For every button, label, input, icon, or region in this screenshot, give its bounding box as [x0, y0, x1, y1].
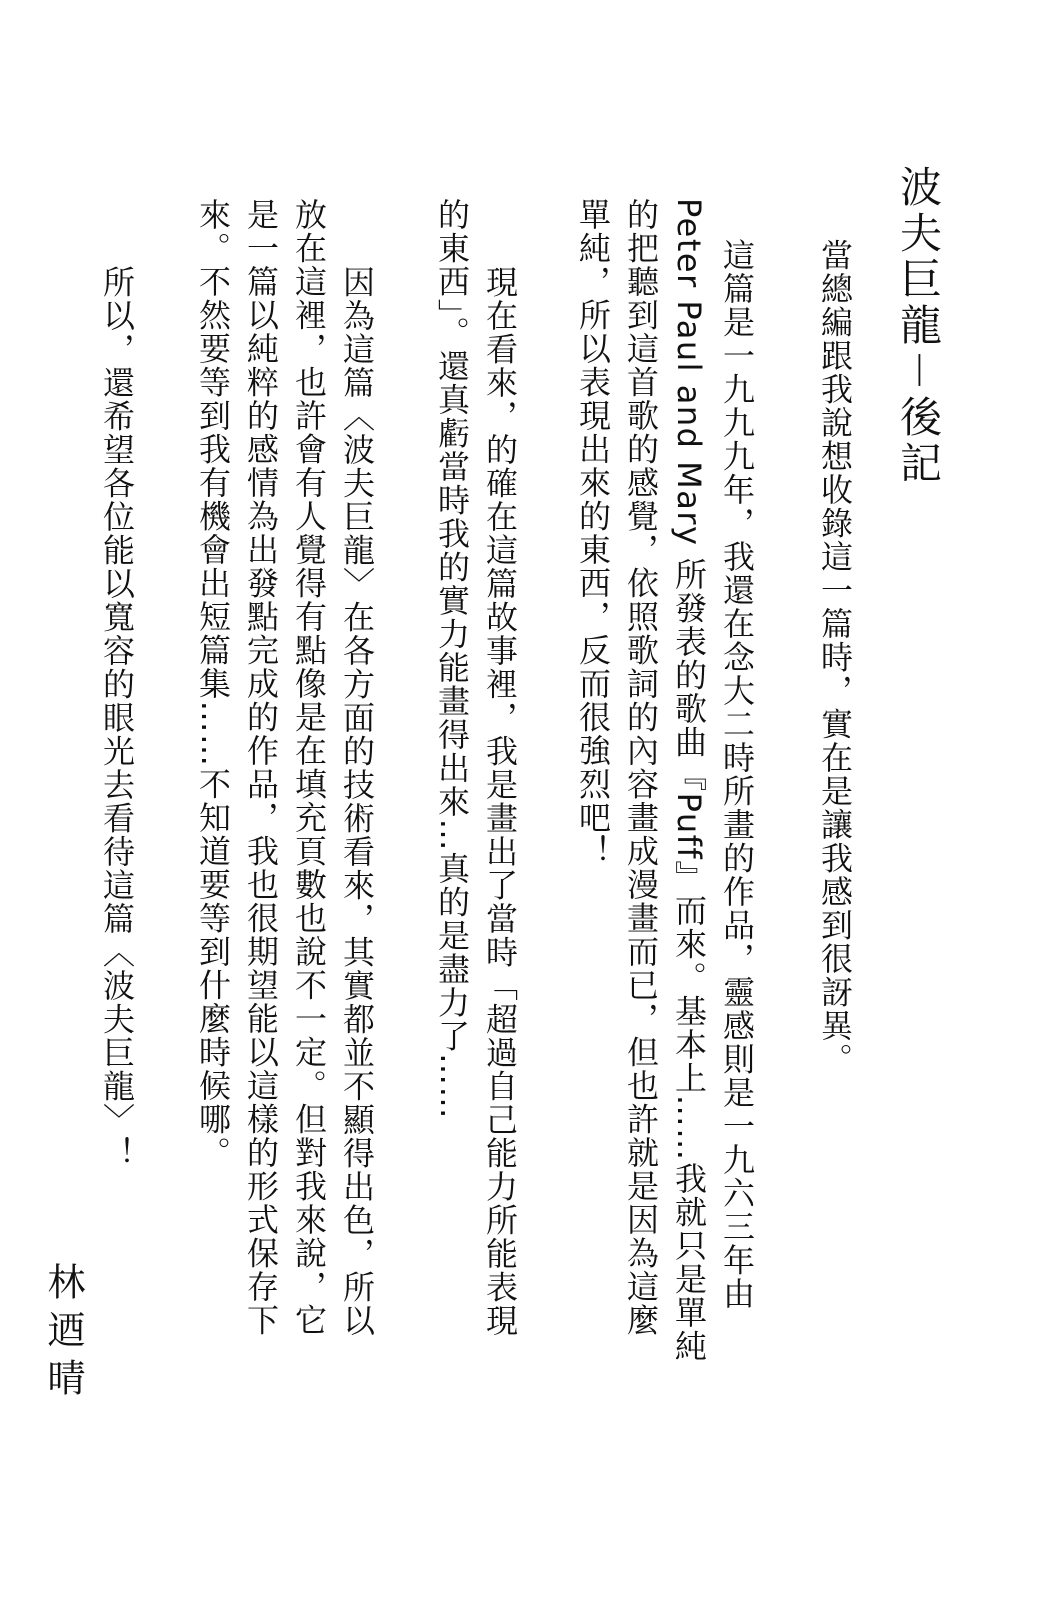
author-signature: 林迺晴	[41, 1262, 85, 1406]
text-column: 是一篇以純粹的感情為出發點完成的作品，我也很期望能以這樣的形式保存下	[242, 198, 280, 1337]
text-column: Peter Paul and Mary 所發表的歌曲『Puff』而來。基本上……我就只是單純	[670, 198, 708, 1363]
text-column: 單純，所以表現出來的東西，反而很強烈吧！	[574, 198, 612, 868]
page-title: 波夫巨龍－後記	[894, 165, 943, 488]
text-column: 因為這篇〈波夫巨龍〉在各方面的技術看來，其實都並不顯得出色，所以	[338, 232, 376, 1338]
text-column: 來。不然要等到我有機會出短篇集……不知道要等到什麼時候哪。	[194, 198, 232, 1170]
text-column: 這篇是一九九九年，我還在念大二時所畫的作品，靈感則是一九六三年由	[718, 205, 756, 1311]
text-column: 放在這裡，也許會有人覺得有點像是在填充頁數也說不一定。但對我來說，它	[290, 198, 328, 1337]
text-column: 當總編跟我說想收錄這一篇時，實在是讓我感到很訝異。	[816, 205, 854, 1076]
text-column: 所以，還希望各位能以寬容的眼光去看待這篇〈波夫巨龍〉！	[98, 232, 136, 1170]
text-column: 現在看來，的確在這篇故事裡，我是畫出了當時「超過自己能力所能表現	[481, 232, 519, 1338]
text-column: 的把聽到這首歌的感覺，依照歌詞的內容畫成漫畫而已，但也許就是因為這麼	[622, 198, 660, 1337]
text-column: 的東西」。還真虧當時我的實力能畫得出來…真的是盡力了……	[433, 198, 471, 1120]
